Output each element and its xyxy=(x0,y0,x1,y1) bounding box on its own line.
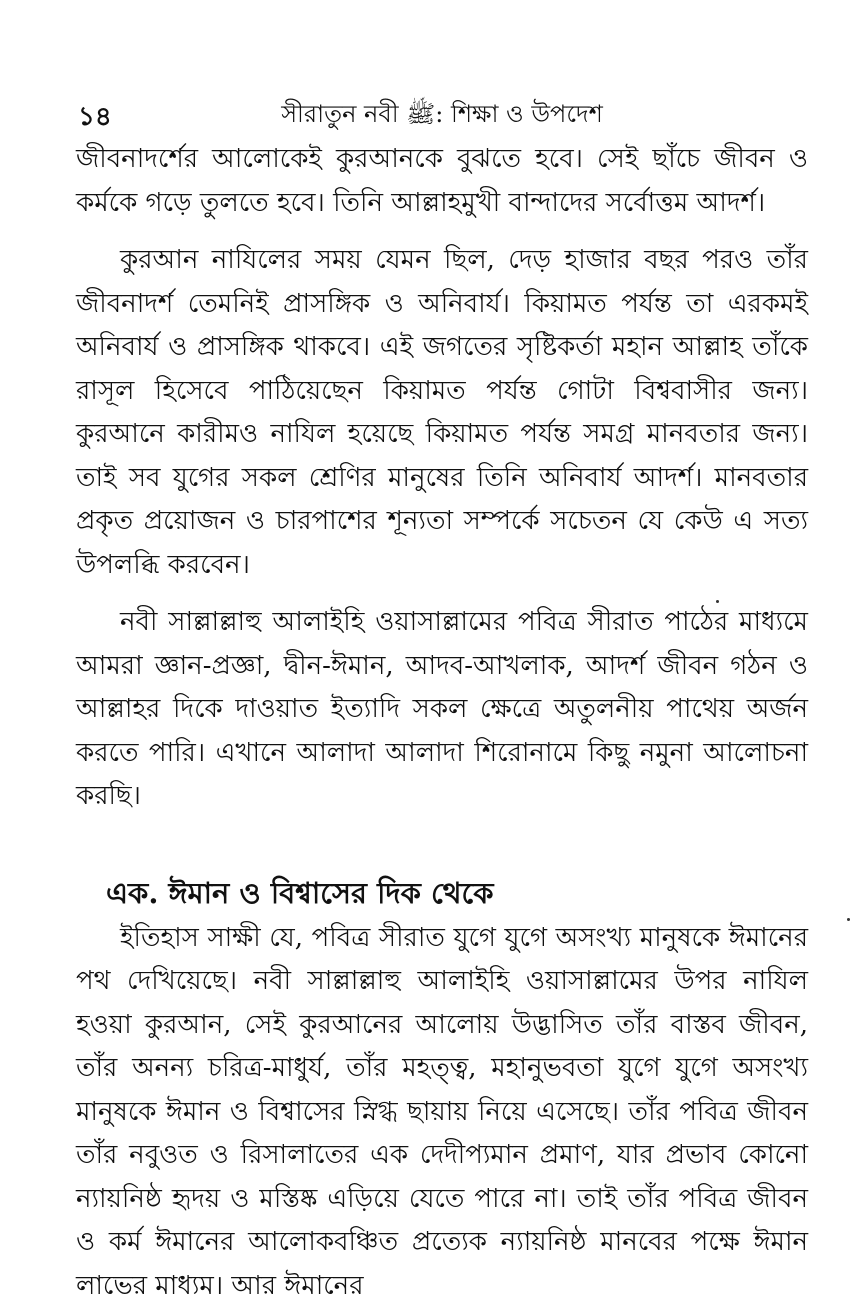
paragraph-2: কুরআন নাযিলের সময় যেমন ছিল, দেড় হাজার বছর পরও তাঁর জীবনাদর্শ তেমনিই প্রাসঙ্গিক ও অনিবার্য। কিয়ামত পর্যন্ত তা এরকমই অনিবার্য ও প্রাসঙ্গিক থাকবে। এই জগতের সৃষ্টিকর্তা মহান আল্লাহ তাঁকে রাসূল হিসেবে পাঠিয়েছেন কিয়ামত পর্যন্ত গোটা বিশ্ববাসীর জন্য। কুরআনে কারীমও নাযিল হয়েছে কিয়ামত পর্যন্ত সমগ্র মানবতার জন্য। তাই সব যুগের সকল শ্রেণির মানুষের তিনি অনিবার্য আদর্শ। মানবতার প্রকৃত প্রয়োজন ও চারপাশের শূন্যতা সম্পর্কে সচেতন যে কেউ এ সত্য উপলব্ধি করবেন। xyxy=(76,239,808,587)
section-heading: এক. ঈমান ও বিশ্বাসের দিক থেকে xyxy=(106,871,808,915)
paragraph-3: নবী সাল্লাল্লাহু আলাইহি ওয়াসাল্লামের পবিত্র সীরাত পাঠের মাধ্যমে আমরা জ্ঞান-প্রজ্ঞা, দ্বীন-ঈমান, আদব-আখলাক, আদর্শ জীবন গঠন ও আল্লাহর দিকে দাওয়াত ইত্যাদি সকল ক্ষেত্রে অতুলনীয় পাথেয় অর্জন করতে পারি। এখানে আলাদা আলাদা শিরোনামে কিছু নমুনা আলোচনা করছি। xyxy=(76,601,808,819)
print-speck xyxy=(847,918,850,921)
page-number: ১৪ xyxy=(78,96,112,140)
section-paragraph: ইতিহাস সাক্ষী যে, পবিত্র সীরাত যুগে যুগে অসংখ্য মানুষকে ঈমানের পথ দেখিয়েছে। নবী সাল্লাল্লাহু আলাইহি ওয়াসাল্লামের উপর নাযিল হওয়া কুরআন, সেই কুরআনের আলোয় উদ্ভাসিত তাঁর বাস্তব জীবন, তাঁর অনন্য চরিত্র-মাধুর্য, তাঁর মহত্ত্ব, মহানুভবতা যুগে যুগে অসংখ্য মানুষকে ঈমান ও বিশ্বাসের স্নিগ্ধ ছায়ায় নিয়ে এসেছে। তাঁর পবিত্র জীবন তাঁর নবুওত ও রিসালাতের এক দেদীপ্যমান প্রমাণ, যার প্রভাব কোনো ন্যায়নিষ্ঠ হৃদয় ও মস্তিষ্ক এড়িয়ে যেতে পারে না। তাই তাঁর পবিত্র জীবন ও কর্ম ঈমানের আলোকবঞ্চিত প্রত্যেক ন্যায়নিষ্ঠ মানবের পক্ষে ঈমান লাভের মাধ্যম। আর ঈমানের xyxy=(76,917,808,1308)
paragraph-1: জীবনাদর্শের আলোকেই কুরআনকে বুঝতে হবে। সেই ছাঁচে জীবন ও কর্মকে গড়ে তুলতে হবে। তিনি আল্লাহমুখী বান্দাদের সর্বোত্তম আদর্শ। xyxy=(76,138,808,225)
book-page xyxy=(76,88,808,1308)
page-header xyxy=(76,88,808,138)
print-speck xyxy=(716,600,719,603)
running-title: সীরাতুন নবী ﷺ: শিক্ষা ও উপদেশ xyxy=(76,96,808,136)
